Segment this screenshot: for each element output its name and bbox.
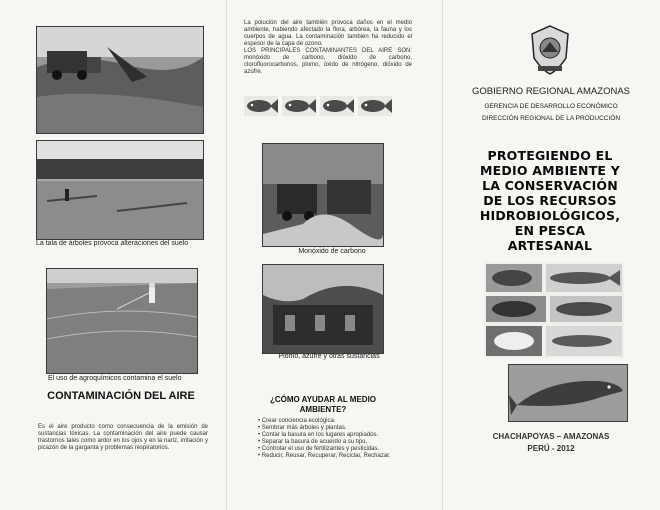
catfish-photo — [508, 364, 628, 422]
pollution-effects-text — [244, 20, 412, 76]
title-line: LA CONSERVACIÓN — [482, 178, 618, 193]
panel-cover — [450, 0, 650, 510]
tip-item: • Sembrar más árboles y plantas. — [258, 425, 424, 432]
pollution-effects-paragraph: La polución del aire también provoca daños en el medio ambiente, habiendo afectado la flora, arbórea, la fauna y los cuerpos de agua. La contaminación también ha reducido el espesor de la capa de ozono. — [244, 20, 412, 47]
heading-help-environment: ¿CÓMO AYUDAR AL MEDIO AMBIENTE? — [269, 395, 377, 414]
fish-icon — [320, 96, 354, 116]
dead-fish-row — [244, 96, 392, 116]
caption-monoxido: Monóxido de carbono — [298, 248, 366, 255]
panel-left — [20, 0, 220, 510]
fold-line-right — [442, 0, 443, 510]
tip-item: • Controlar el uso de fertilizantes y pesticidas. — [258, 446, 424, 453]
air-pollution-text — [38, 424, 208, 452]
caption-tala: La tala de árboles provoca alteraciones del suelo — [36, 240, 189, 247]
direccion-name: DIRECCIÓN REGIONAL DE LA PRODUCCIÓN — [481, 115, 621, 122]
title-line: HIDROBIOLÓGICOS, — [479, 208, 621, 223]
title-line: EN PESCA — [514, 223, 586, 238]
caption-agro: El uso de agroquímicos contamina el suelo — [48, 375, 182, 382]
factory-fumes-photo — [262, 264, 384, 354]
title-line: MEDIO AMBIENTE Y — [480, 163, 620, 178]
footer-country-year: PERÚ - 2012 — [527, 444, 575, 453]
fish-icon — [244, 96, 278, 116]
title-line: DE LOS RECURSOS — [483, 193, 617, 208]
traffic-smoke-photo — [262, 143, 384, 247]
tip-item: • Crear conciencia ecológica. — [258, 418, 424, 425]
regional-crest-icon — [528, 24, 572, 76]
fold-line-left — [226, 0, 227, 510]
heading-air-pollution: CONTAMINACIÓN DEL AIRE — [47, 390, 195, 402]
gov-name: GOBIERNO REGIONAL AMAZONAS — [471, 86, 630, 97]
gerencia-name: GERENCIA DE DESARROLLO ECONÓMICO — [484, 103, 618, 110]
tip-item: • Contar la basura en los lugares apropiados. — [258, 432, 424, 439]
panel-middle — [232, 0, 432, 510]
deforestation-photo — [36, 140, 204, 240]
main-pollutants-paragraph: LOS PRINCIPALES CONTAMINANTES DEL AIRE SON: monóxido de carbono, dióxido de carbono, clorofluorocarbonos, plomo, óxido de nitrógeno, dióxido de azufre. — [244, 48, 412, 75]
fish-icon — [358, 96, 392, 116]
help-tips-list — [258, 418, 424, 460]
fish-species-collage — [484, 262, 624, 358]
fish-icon — [282, 96, 316, 116]
air-pollution-paragraph: Es el aire producto como consecuencia de la emisión de sustancias tóxicas. La contaminación del aire puede causar trastornos tales como ardor en los ojos y en la nariz, irritación y picazón de la garganta y problemas respiratorios. — [38, 424, 208, 451]
agrochemicals-photo — [46, 268, 198, 374]
title-line: PROTEGIENDO EL — [487, 148, 613, 163]
brochure-title — [454, 148, 646, 253]
title-line: ARTESANAL — [507, 238, 593, 253]
footer-location: CHACHAPOYAS – AMAZONAS — [492, 432, 610, 441]
landfill-photo — [36, 26, 204, 134]
caption-plomo: Plomo, azufre y otras sustancias — [278, 353, 380, 360]
tip-item: • Reducir, Reusar, Recuperar, Reciclar, Rechazar. — [258, 453, 424, 460]
tip-item: • Separar la basura de acuerdo a su tipo. — [258, 439, 424, 446]
